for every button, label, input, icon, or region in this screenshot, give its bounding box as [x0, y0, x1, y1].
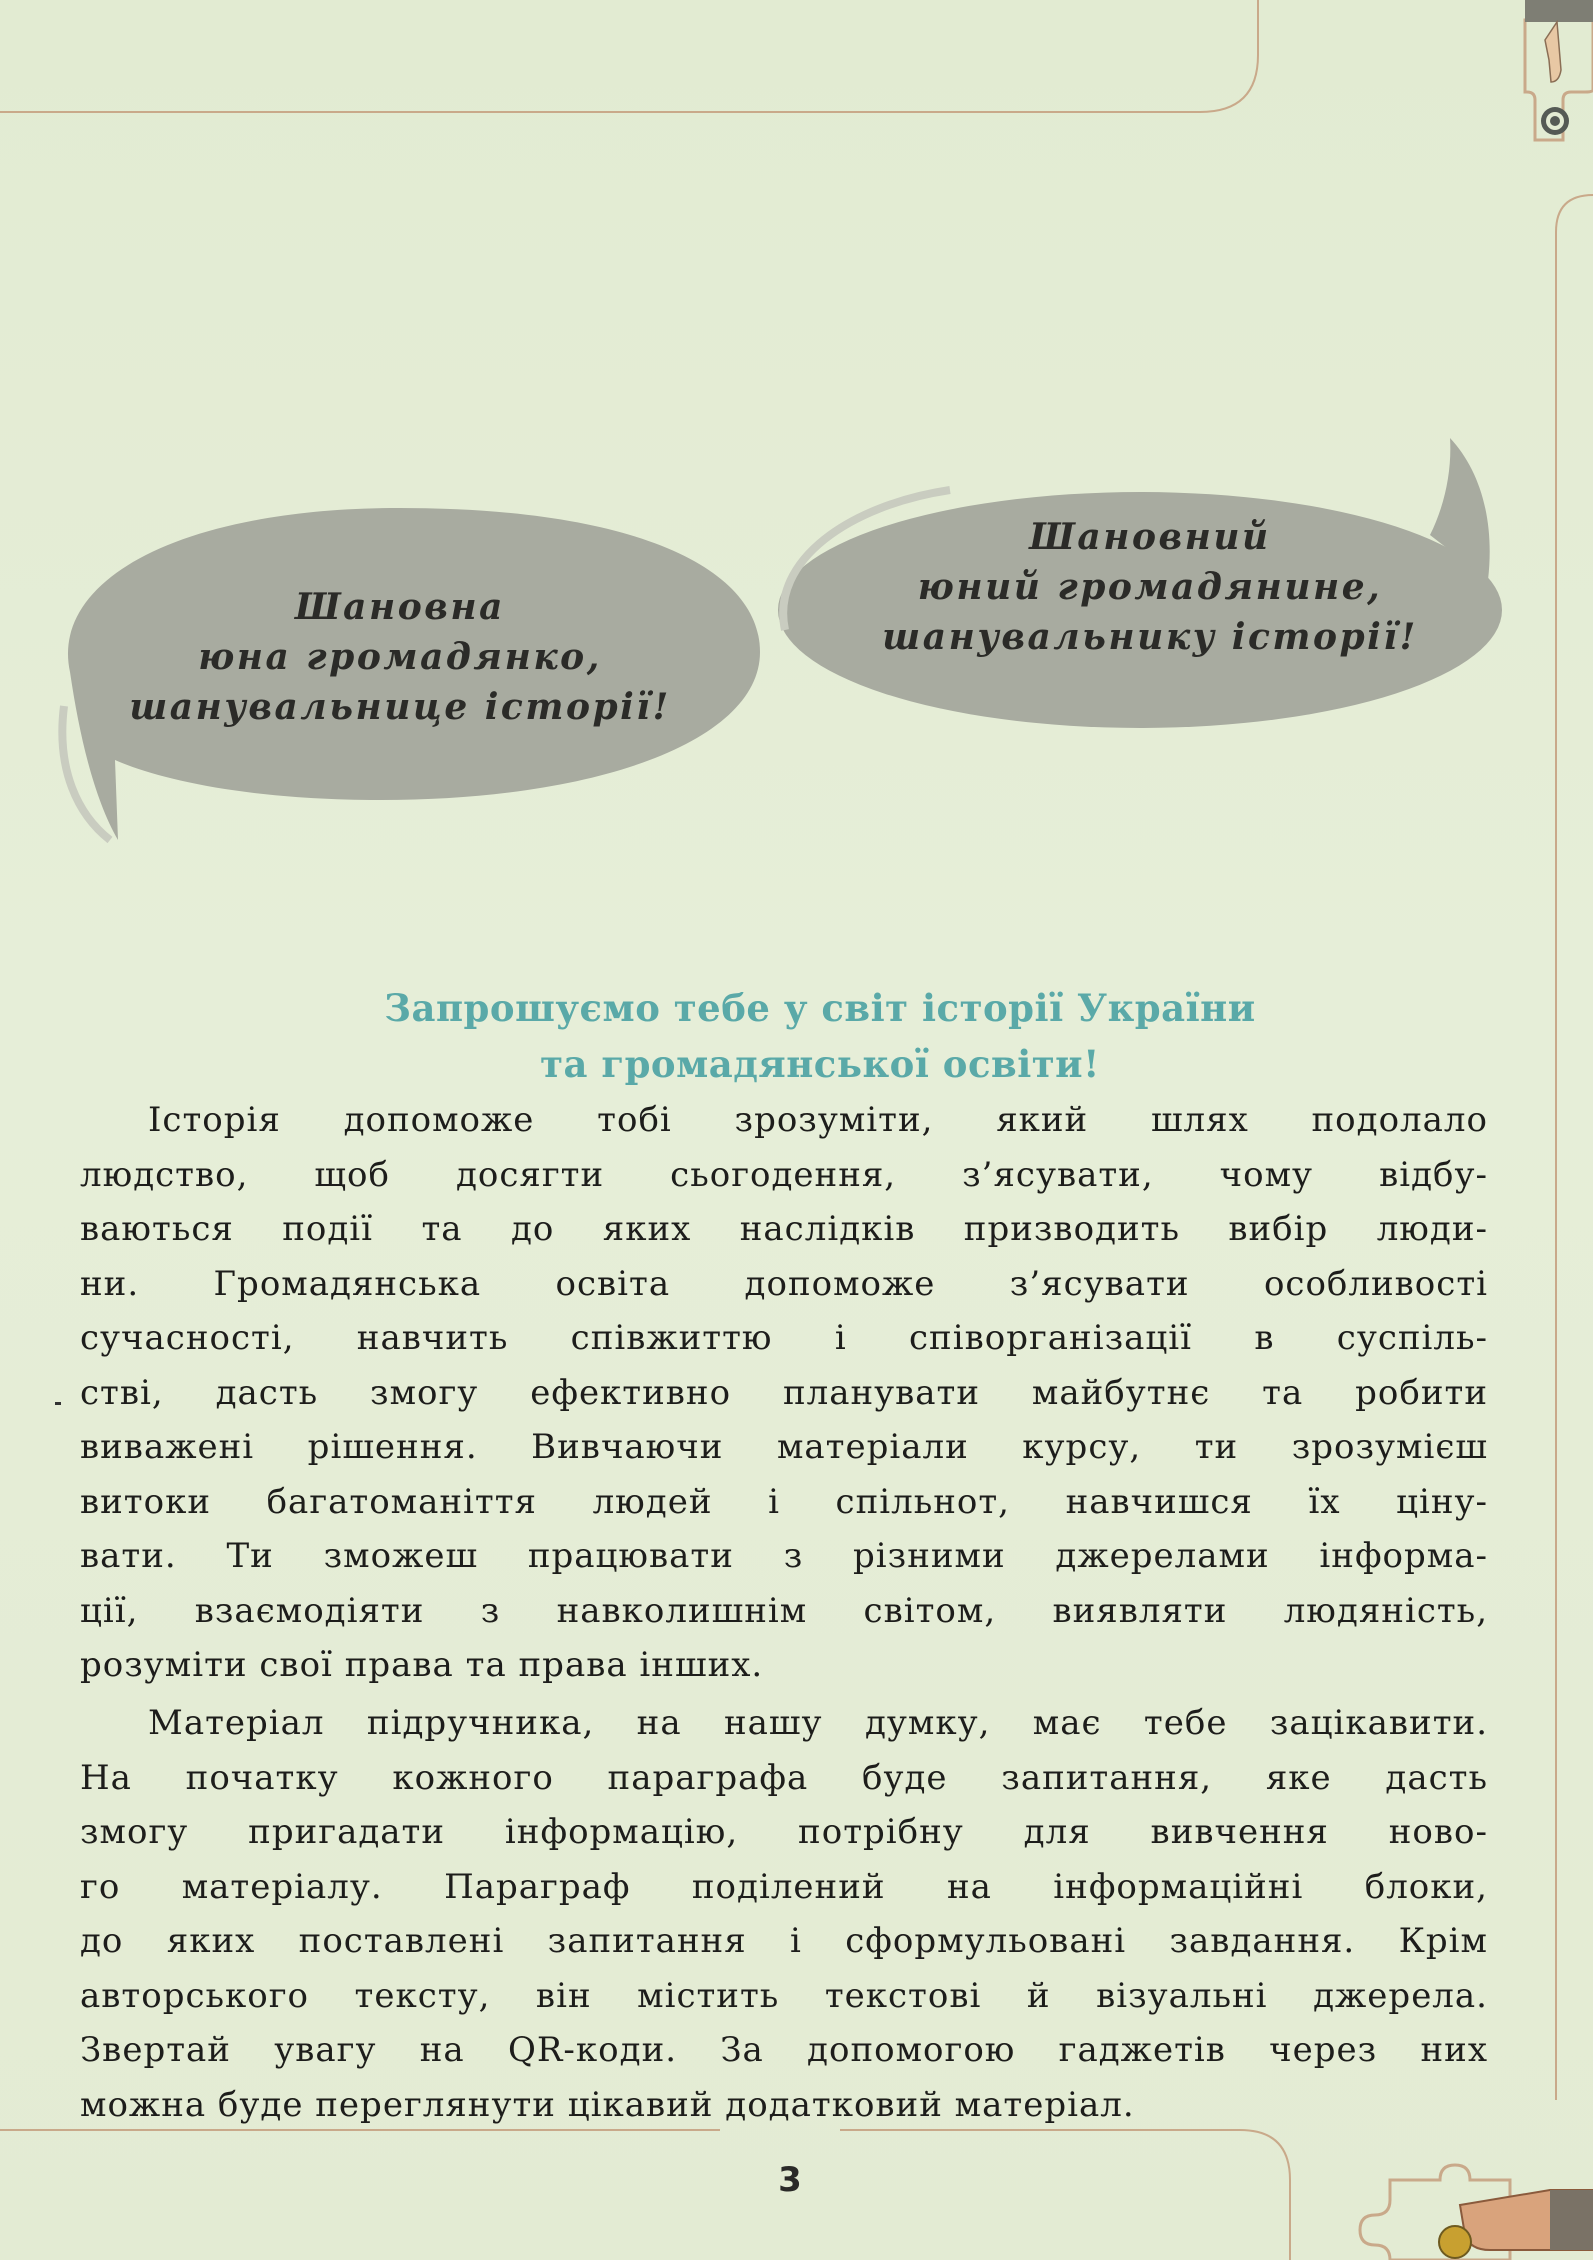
text-line: людство, щоб досягти сьогодення, з’ясувати, чому відбу- [80, 1154, 1488, 1195]
speech-bubble-left-text [60, 582, 740, 732]
text-line: авторського тексту, він містить текстові й візуальні джерела. [80, 1975, 1488, 2016]
text-line: ції, взаємодіяти з навколишнім світом, виявляти людяність, [80, 1590, 1488, 1631]
text-line: Історія допоможе тобі зрозуміти, який шлях подолало [148, 1100, 1488, 1140]
hand-puzzle-icon-bottom [1360, 2165, 1593, 2260]
greeting-line: юна громадянко, [198, 636, 602, 678]
text-line: витоки багатоманіття людей і спільнот, навчишся їх ціну- [80, 1481, 1488, 1522]
text-line: розуміти свої права та права інших. [80, 1645, 764, 1685]
bottom-frame-line-right [840, 2130, 1290, 2260]
text-line: можна буде переглянути цікавий додатковий матеріал. [80, 2084, 1135, 2125]
speech-bubble-right-text [790, 512, 1510, 662]
text-line: виважені рішення. Вивчаючи матеріали курсу, ти зрозумієш [80, 1427, 1488, 1467]
paragraph-2 [80, 1696, 1488, 2132]
text-line: до яких поставлені запитання і сформульовані завдання. Крім [80, 1921, 1488, 1961]
text-line: На початку кожного параграфа буде запитання, яке дасть [80, 1757, 1488, 1798]
text-line: Матеріал підручника, на нашу думку, має тебе зацікавити. [148, 1703, 1488, 1743]
greeting-line: Шановний [1029, 516, 1271, 558]
heading-line: та громадянської освіти! [540, 1042, 1100, 1086]
top-frame-line [0, 0, 1258, 112]
text-line: стві, дасть змогу ефективно планувати майбутнє та робити [80, 1372, 1488, 1413]
page-number: 3 [778, 2160, 802, 2200]
stray-mark [55, 1402, 61, 1405]
text-line: ваються події та до яких наслідків призводить вибір люди- [80, 1209, 1488, 1249]
hand-puzzle-icon-top [1525, 0, 1593, 140]
section-heading [140, 980, 1500, 1092]
heading-line: Запрошуємо тебе у світ історії України [384, 986, 1256, 1030]
right-frame-bracket [1556, 195, 1593, 2100]
text-line: змогу пригадати інформацію, потрібну для вивчення ново- [80, 1812, 1488, 1852]
text-line: го матеріалу. Параграф поділений на інформаційні блоки, [80, 1866, 1488, 1907]
text-line: ни. Громадянська освіта допоможе з’ясувати особливості [80, 1263, 1488, 1304]
greeting-line: шанувальнику історії! [882, 616, 1418, 658]
text-line: сучасності, навчить співжиттю і співорганізації в суспіль- [80, 1318, 1488, 1358]
greeting-line: Шановна [295, 586, 505, 628]
text-line: Звертай увагу на QR-коди. За допомогою гаджетів через них [80, 2030, 1488, 2070]
paragraph-1 [80, 1093, 1488, 1693]
greeting-line: шанувальнице історії! [129, 686, 671, 728]
text-line: вати. Ти зможеш працювати з різними джерелами інформа- [80, 1536, 1488, 1576]
greeting-line: юний громадянине, [917, 566, 1383, 608]
